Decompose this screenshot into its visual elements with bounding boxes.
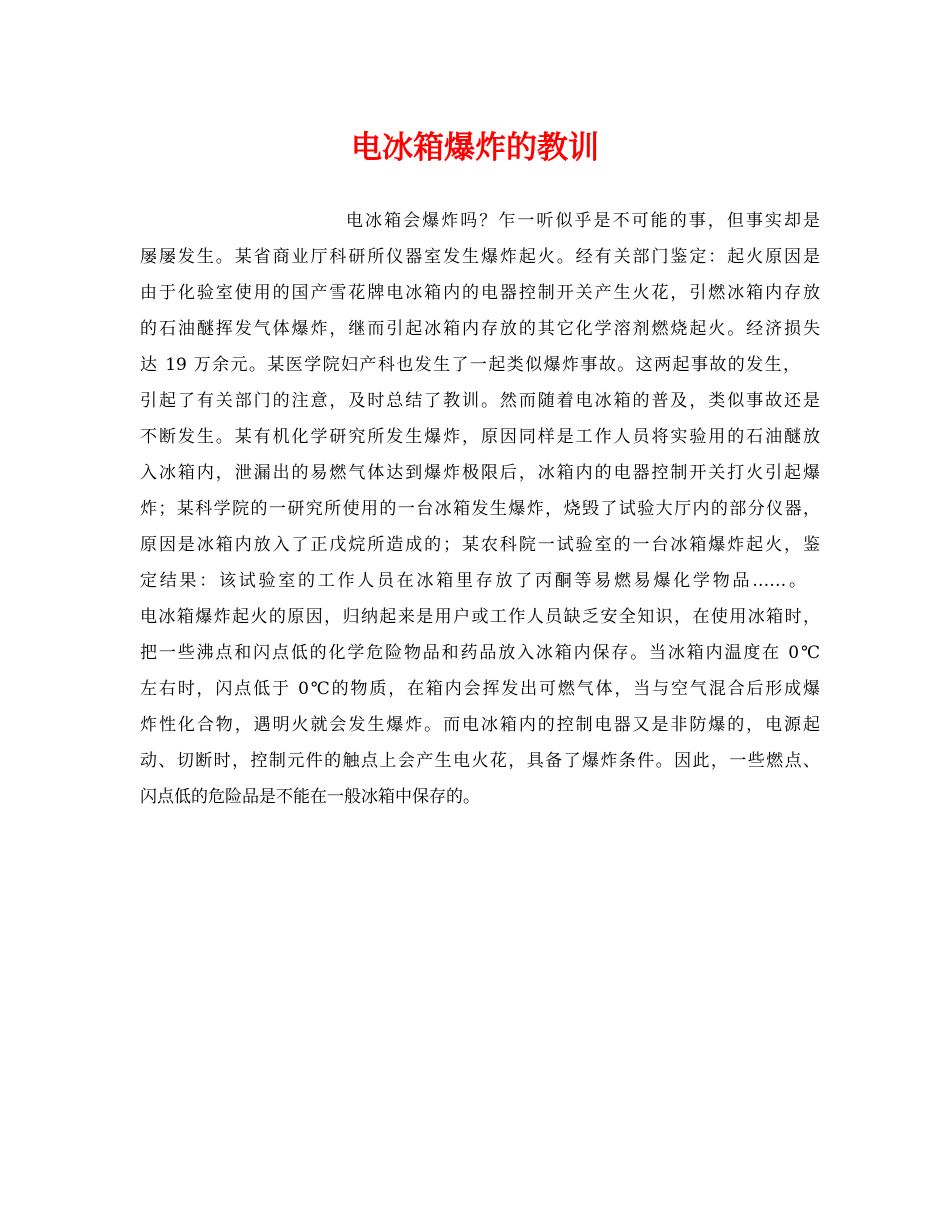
paragraph-line: 左右时，闪点低于 0℃的物质，在箱内会挥发出可燃气体，当与空气混合后形成爆 — [140, 679, 820, 699]
paragraph-line: 入冰箱内，泄漏出的易燃气体达到爆炸极限后，冰箱内的电器控制开关打火引起爆 — [140, 463, 820, 483]
paragraph-line: 炸性化合物，遇明火就会发生爆炸。而电冰箱内的控制电器又是非防爆的，电源起 — [140, 715, 820, 735]
paragraph-line: 由于化验室使用的国产雪花牌电冰箱内的电器控制开关产生火花，引燃冰箱内存放 — [140, 283, 820, 303]
paragraph-line: 把一些沸点和闪点低的化学危险物品和药品放入冰箱内保存。当冰箱内温度在 0℃ — [140, 643, 820, 663]
paragraph-line: 引起了有关部门的注意，及时总结了教训。然而随着电冰箱的普及，类似事故还是 — [140, 391, 820, 411]
paragraph-line: 的石油醚挥发气体爆炸，继而引起冰箱内存放的其它化学溶剂燃烧起火。经济损失 — [140, 319, 820, 339]
document-title: 电冰箱爆炸的教训 — [351, 130, 599, 166]
paragraph-line: 定结果：该试验室的工作人员在冰箱里存放了丙酮等易燃易爆化学物品……。 — [140, 571, 806, 591]
paragraph-line: 电冰箱爆炸起火的原因，归纳起来是用户或工作人员缺乏安全知识，在使用冰箱时， — [140, 607, 820, 627]
paragraph-line: 闪点低的危险品是不能在一般冰箱中保存的。 — [140, 787, 480, 807]
paragraph-line: 电冰箱会爆炸吗？乍一听似乎是不可能的事，但事实却是 — [346, 211, 820, 231]
paragraph-line: 动、切断时，控制元件的触点上会产生电火花，具备了爆炸条件。因此，一些燃点、 — [140, 751, 820, 771]
paragraph-line: 原因是冰箱内放入了正戊烷所造成的；某农科院一试验室的一台冰箱爆炸起火，鉴 — [140, 535, 820, 555]
paragraph-line: 炸；某科学院的一研究所使用的一台冰箱发生爆炸，烧毁了试验大厅内的部分仪器， — [140, 499, 820, 519]
paragraph-line: 不断发生。某有机化学研究所发生爆炸，原因同样是工作人员将实验用的石油醚放 — [140, 427, 820, 447]
paragraph-line: 屡屡发生。某省商业厅科研所仪器室发生爆炸起火。经有关部门鉴定：起火原因是 — [140, 247, 820, 267]
paragraph-line: 达 19 万余元。某医学院妇产科也发生了一起类似爆炸事故。这两起事故的发生， — [140, 355, 800, 375]
